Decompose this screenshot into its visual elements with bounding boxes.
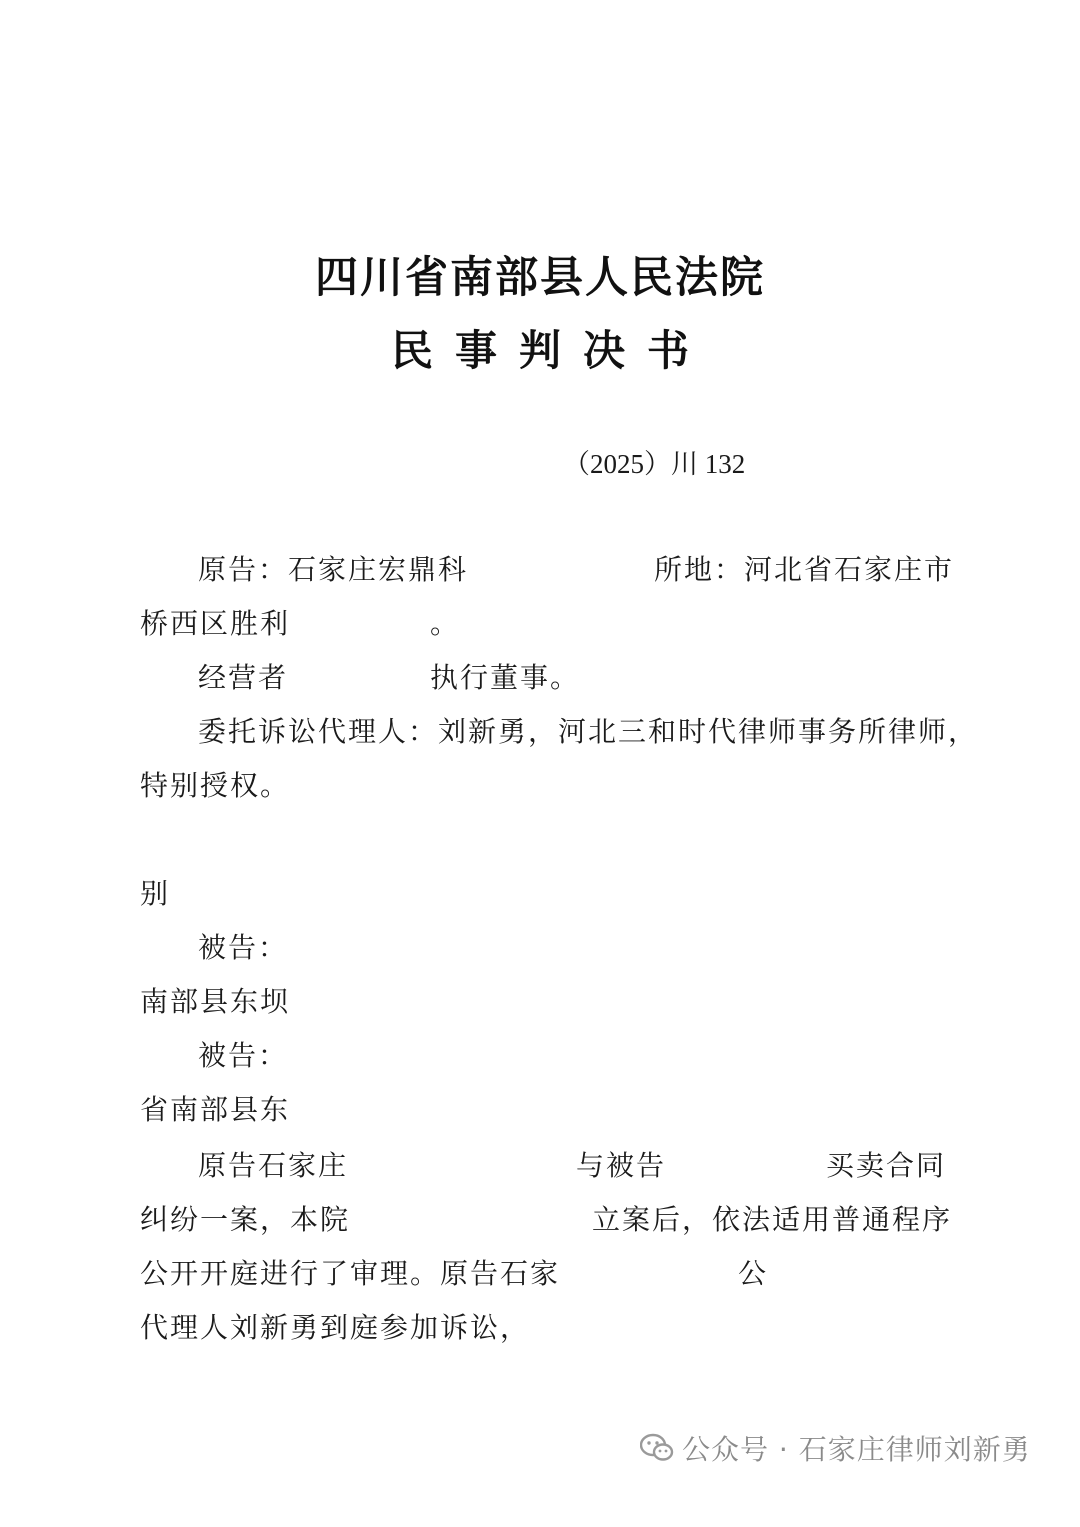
watermark — [640, 1428, 1031, 1468]
plaintiff-line-1b: 所地：河北省石家庄市 — [654, 553, 955, 586]
paragraph-line-1b: 与被告 — [576, 1149, 667, 1182]
operator-title: 执行董事。 — [430, 661, 581, 694]
plaintiff-line-2a: 桥西区胜利 — [140, 607, 291, 640]
defendant-2-address: 省南部县东 — [140, 1093, 291, 1126]
operator-label: 经营者 — [198, 661, 289, 694]
watermark-text: 公众号 · 石家庄律师刘新勇 — [682, 1433, 1031, 1466]
paragraph-line-2a: 纠纷一案，本院 — [140, 1203, 351, 1236]
bie-text: 别 — [140, 877, 171, 910]
defendant-1-address: 南部县东坝 — [140, 985, 291, 1018]
defendant-1-label: 被告： — [198, 931, 289, 964]
paragraph-line-1a: 原告石家庄 — [198, 1149, 349, 1182]
plaintiff-line-1a: 原告：石家庄宏鼎科 — [198, 553, 469, 586]
agent-line-1: 委托诉讼代理人：刘新勇，河北三和时代律师事务所律师， — [198, 715, 979, 748]
paragraph-line-1c: 买卖合同 — [826, 1149, 947, 1182]
court-name: 四川省南部县人民法院 — [315, 253, 765, 303]
defendant-2-label: 被告： — [198, 1039, 289, 1072]
wechat-icon — [640, 1433, 674, 1463]
document-type-title: 民事判决书 — [390, 326, 711, 375]
agent-line-2: 特别授权。 — [140, 769, 291, 802]
paragraph-line-3b: 公 — [738, 1257, 769, 1290]
paragraph-line-2b: 立案后，依法适用普通程序 — [592, 1203, 953, 1236]
paragraph-line-4: 代理人刘新勇到庭参加诉讼， — [140, 1311, 531, 1344]
case-number: （2025）川 132 — [563, 449, 746, 479]
paragraph-line-3a: 公开开庭进行了审理。原告石家 — [140, 1257, 561, 1290]
plaintiff-line-2b: 。 — [430, 607, 461, 640]
